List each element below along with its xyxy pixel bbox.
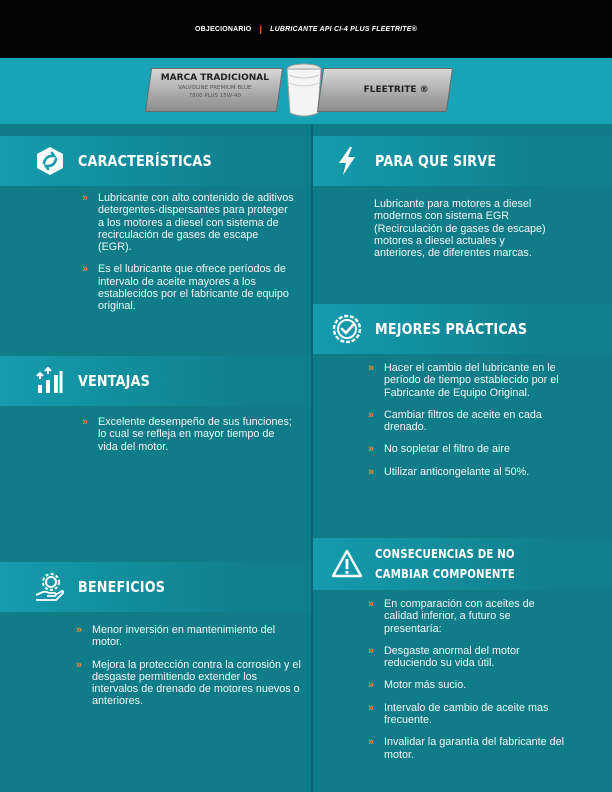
bullet-icon: » [368, 679, 375, 692]
consecuencias-list [368, 598, 568, 771]
ventajas-list [82, 416, 297, 463]
warning-triangle-icon [331, 548, 363, 580]
bullet-icon: » [82, 263, 89, 276]
section-header-consecuencias [313, 538, 612, 590]
bullet-icon: » [368, 408, 375, 421]
traditional-brand-label: MARCA TRADICIONAL [160, 73, 269, 83]
list-item: » No sopletar el filtro de aire [368, 443, 511, 456]
bullet-icon: » [368, 443, 375, 456]
lightning-icon [331, 145, 363, 177]
traditional-product-spec: 7800 PLUS 15W-40 [188, 93, 241, 99]
bullet-icon: » [76, 658, 83, 671]
list-item: » Utilizar anticongelante al 50%. [368, 465, 530, 478]
list-item: » Invalidar la garantía del fabricante del motor. [368, 736, 565, 761]
header-bar [0, 0, 612, 58]
bullet-icon: » [368, 598, 375, 610]
section-header-beneficios [0, 562, 311, 612]
bullet-icon: » [368, 644, 375, 657]
bullet-icon: » [368, 701, 375, 714]
list-item: » Es el lubricante que ofrece períodos de intervalo de aceite mayores a los establecidos por el fabricante de equipo original. [82, 263, 289, 313]
fleetrite-brand-label: FLEETRITE ® [363, 85, 429, 95]
para-que-sirve-text: Lubricante para motores a diesel modernos con sistema EGR (Recirculación de gases de escape) motores a diesel actuales y anteriores, de diferentes marcas. [374, 198, 546, 260]
list-item: » Mejora la protección contra la corrosión y el desgaste permitiendo extender los intervalos de drenado de motores nuevos o anteriores. [76, 658, 301, 708]
section-header-mejores-practicas [313, 304, 612, 354]
list-item: » En comparación con aceites de calidad inferior, a futuro se presentaría: [368, 598, 535, 635]
breadcrumb-separator: | [259, 24, 263, 34]
section-title: BENEFICIOS [78, 578, 166, 596]
fleetrite-brand-plate [317, 68, 453, 112]
list-item: » Motor más sucio. [368, 679, 467, 692]
section-header-ventajas [0, 356, 311, 406]
mejores-practicas-list [368, 362, 576, 488]
list-item: » Desgaste anormal del motor reduciendo su vida útil. [368, 644, 520, 670]
list-item: » Intervalo de cambio de aceite mas frecuente. [368, 701, 549, 727]
traditional-product-name: VALVOLINE PREMIUM BLUE [178, 85, 252, 91]
list-item: » Excelente desempeño de sus funciones; lo cual se refleja en mayor tiempo de vida del motor. [82, 416, 292, 453]
bar-chart-up-icon [34, 365, 66, 397]
breadcrumb: OBJECIONARIO [194, 25, 252, 33]
section-header-caracteristicas [0, 136, 311, 186]
column-divider [311, 124, 313, 792]
bullet-icon: » [368, 736, 375, 749]
section-title-line1: CONSECUENCIAS DE NO [375, 547, 515, 561]
section-header-para-que-sirve [313, 136, 612, 186]
section-title: MEJORES PRÁCTICAS [375, 320, 528, 338]
comparison-banner [0, 58, 612, 124]
list-item: » Cambiar filtros de aceite en cada drenado. [368, 408, 542, 434]
bullet-icon: » [368, 465, 375, 478]
hexagon-swirl-icon [34, 145, 66, 177]
list-item: » Lubricante con alto contenido de aditivos detergentes-dispersantes para proteger a los motores a diesel con sistema de recirculación de gases de escape (EGR). [82, 192, 294, 254]
section-title: VENTAJAS [78, 372, 150, 390]
section-title-line2: CAMBIAR COMPONENTE [375, 567, 515, 581]
beneficios-list [76, 624, 302, 718]
bullet-icon: » [82, 416, 89, 428]
caracteristicas-list [82, 192, 294, 323]
traditional-brand-plate [145, 68, 283, 112]
list-item: » Hacer el cambio del lubricante en le período de tiempo establecido por el Fabricante de Equipo Original. [368, 362, 559, 399]
bullet-icon: » [368, 362, 375, 374]
page-title: LUBRICANTE API CI-4 PLUS FLEETRITE® [270, 25, 418, 33]
hand-gear-icon [34, 571, 66, 603]
bullet-icon: » [82, 192, 89, 204]
check-badge-icon [331, 313, 363, 345]
section-title: PARA QUE SIRVE [375, 152, 497, 170]
bullet-icon: » [76, 624, 83, 636]
list-item: » Menor inversión en mantenimiento del motor. [76, 624, 276, 649]
section-title: CARACTERÍSTICAS [78, 152, 212, 170]
